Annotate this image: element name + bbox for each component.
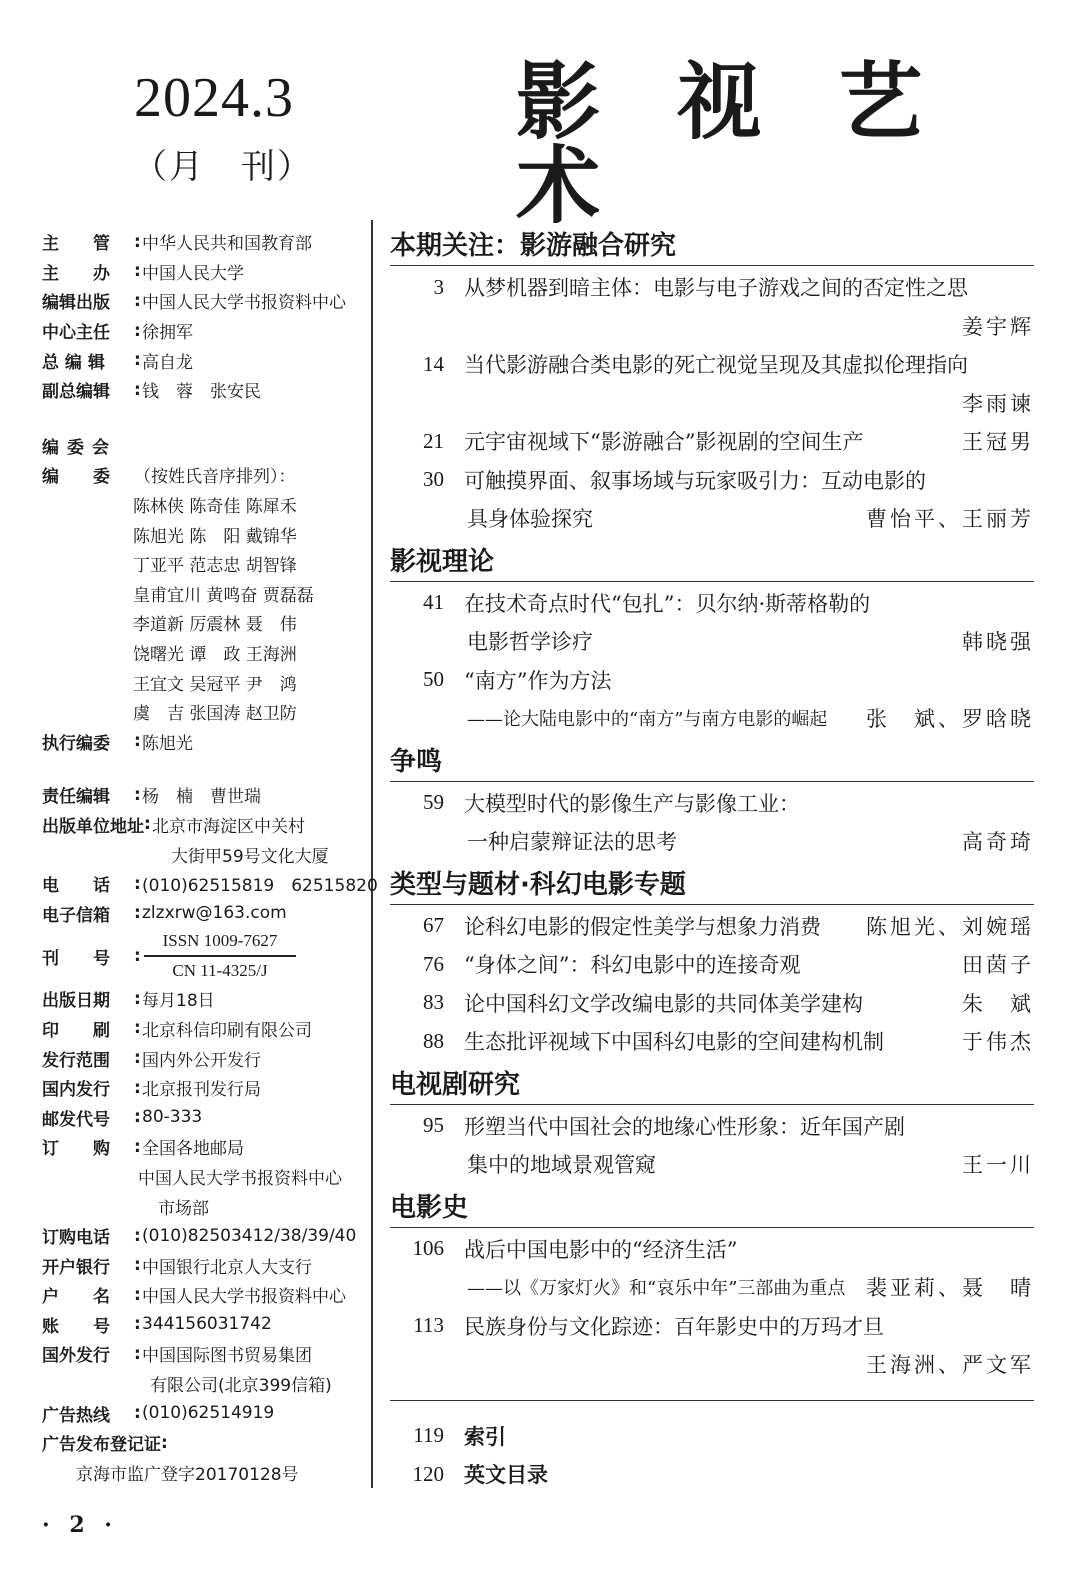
meta-issn: 刊 号 : ISSN 1009-7627 CN 11-4325/J [42,928,362,984]
publication-frequency: （月 刊） [133,147,313,187]
toc-entry-subtitle: ——论大陆电影中的“南方”与南方电影的崛起 张 斌、罗晗晓 [467,707,1034,732]
meta-account-no: 账 号 : 344156031742 [42,1314,272,1337]
toc-entry-continuation: 电影哲学诊疗 韩晓强 [467,630,1034,655]
meta-bank: 开户银行 : 中国银行北京人大支行 [42,1255,312,1278]
meta-ad-reg: 广告发布登记证 : [42,1432,168,1456]
toc-section-heading: 类型与题材·科幻电影专题 [390,861,1034,905]
meta-editors: 责任编辑 : 杨 楠 曹世瑞 [42,784,261,808]
toc-entry-continuation: 具身体验探究 曹怡平、王丽芳 [467,507,1034,532]
toc-entry[interactable]: 30 可触摸界面、叙事场域与玩家吸引力：互动电影的 [423,467,926,493]
toc-author: 姜宇辉 [962,314,1034,339]
toc-section-heading: 电影史 [390,1184,1034,1228]
column-divider [371,220,373,1488]
masthead-info [42,227,378,1487]
toc-section-heading: 影视理论 [390,538,1034,582]
issue-number: 2024.3 [134,67,294,129]
toc-entry[interactable]: 3 从梦机器到暗主体：电影与电子游戏之间的否定性之思 [433,274,968,301]
toc-entry-continuation: 一种启蒙辩证法的思考 高奇琦 [467,830,1034,855]
toc-entry[interactable]: 83 论中国科幻文学改编电影的共同体美学建构 朱 斌 [423,990,1034,1016]
board-member-row: 饶曙光 谭 政 王海洲 [133,645,297,666]
toc-entry-subtitle: ——以《万家灯火》和“哀乐中年”三部曲为重点 裴亚莉、聂 晴 [467,1276,1034,1301]
toc-entry[interactable]: 88 生态批评视域下中国科幻电影的空间建构机制 于伟杰 [423,1028,1034,1055]
toc-entry[interactable]: 50 “南方”作为方法 [423,667,612,693]
page-number: · 2 · [42,1512,118,1538]
toc-entry[interactable]: 95 形塑当代中国社会的地缘心性形象：近年国产剧 [423,1113,905,1139]
toc-entry[interactable]: 21 元宇宙视域下“影游融合”影视剧的空间生产 王冠男 [423,428,1034,455]
board-member-row: 陈林侠 陈奇佳 陈犀禾 [133,497,297,518]
meta-board: 编 委 （按姓氏音序排列）： [42,467,296,488]
meta-account-name: 户 名 : 中国人民大学书报资料中心 [42,1284,346,1308]
table-of-contents [390,222,1034,1494]
meta-pub-date: 出版日期 : 每月18日 [42,988,215,1012]
toc-entry[interactable]: 113 民族身份与文化踪迹：百年影史中的万玛才旦 [413,1313,884,1339]
board-member-row: 丁亚平 范志忠 胡智锋 [133,556,297,577]
meta-publisher: 编辑出版 : 中国人民大学书报资料中心 [42,290,346,314]
toc-entry[interactable]: 14 当代影游融合类电影的死亡视觉呈现及其虚拟伦理指向 [423,351,968,378]
board-member-row: 皇甫宜川 黄鸣奋 贾磊磊 [133,585,314,606]
meta-address-line2: 大街甲59号文化大厦 [171,846,329,867]
meta-order: 订 购 : 全国各地邮局 [42,1136,244,1160]
toc-entry-index[interactable]: 119 索引 [413,1423,506,1449]
meta-ad-hotline: 广告热线 : (010)62514919 [42,1403,275,1426]
toc-author: 王海洲、严文军 [866,1353,1034,1378]
meta-exec-board: 执行编委 : 陈旭光 [42,731,193,754]
meta-domestic: 国内发行 : 北京报刊发行局 [42,1077,261,1101]
board-member-row: 王宜文 吴冠平 尹 鸿 [133,674,297,695]
meta-ad-reg-value: 京海市监广登字20170128号 [76,1464,299,1485]
board-member-row: 陈旭光 陈 阳 戴锦华 [133,526,297,547]
journal-title: 影 视 艺 术 [516,52,947,235]
meta-phone: 电 话 : (010)62515819 62515820 [42,873,378,897]
toc-entry-continuation: 集中的地域景观管窥 王一川 [467,1153,1034,1178]
meta-order-line2: 中国人民大学书报资料中心 [138,1168,342,1189]
meta-deputy-chief: 副总编辑 : 钱 蓉 张安民 [42,379,261,403]
meta-supervise: 主 管 : 中华人民共和国教育部 [42,231,312,255]
toc-entry[interactable]: 59 大模型时代的影像生产与影像工业： [423,790,800,816]
board-heading: 编委会 [42,437,117,458]
meta-postal-code: 邮发代号 : 80-333 [42,1107,203,1130]
toc-end-rule [390,1400,1034,1417]
toc-entry[interactable]: 41 在技术奇点时代“包扎”：贝尔纳·斯蒂格勒的 [423,590,871,616]
toc-entry-english[interactable]: 120 英文目录 [412,1461,548,1488]
meta-director: 中心主任 : 徐拥军 [42,320,193,344]
issn-number: ISSN 1009-7627 [162,931,278,951]
meta-order-line3: 市场部 [158,1198,209,1219]
board-member-row: 虞 吉 张国涛 赵卫防 [133,704,297,725]
toc-entry[interactable]: 106 战后中国电影中的“经济生活” [412,1236,738,1262]
board-member-row: 李道新 厉震林 聂 伟 [133,615,297,636]
meta-host: 主 办 : 中国人民大学 [42,261,244,284]
toc-section-heading: 争鸣 [390,738,1034,782]
meta-printer: 印 刷 : 北京科信印刷有限公司 [42,1018,312,1041]
toc-section-heading: 电视剧研究 [390,1061,1034,1105]
toc-author: 李雨谏 [962,391,1034,416]
meta-address: 出版单位地址 : 北京市海淀区中关村 [42,814,305,837]
meta-order-phone: 订购电话 : (010)82503412/38/39/40 [42,1225,357,1249]
toc-entry[interactable]: 67 论科幻电影的假定性美学与想象力消费 陈旭光、刘婉瑶 [423,913,1034,939]
toc-section-heading: 本期关注：影游融合研究 [390,222,1034,266]
meta-foreign: 国外发行 : 中国国际图书贸易集团 [42,1343,312,1367]
meta-distribution: 发行范围 : 国内外公开发行 [42,1048,261,1071]
toc-entry[interactable]: 76 “身体之间”：科幻电影中的连接奇观 田茵子 [423,951,1034,978]
meta-chief-editor: 总 编 辑 : 高自龙 [42,350,193,373]
meta-email: 电子信箱 : zlzxrw@163.com [42,903,287,926]
meta-foreign-line2: 有限公司(北京399信箱) [150,1376,332,1397]
cn-number: CN 11-4325/J [172,960,268,980]
